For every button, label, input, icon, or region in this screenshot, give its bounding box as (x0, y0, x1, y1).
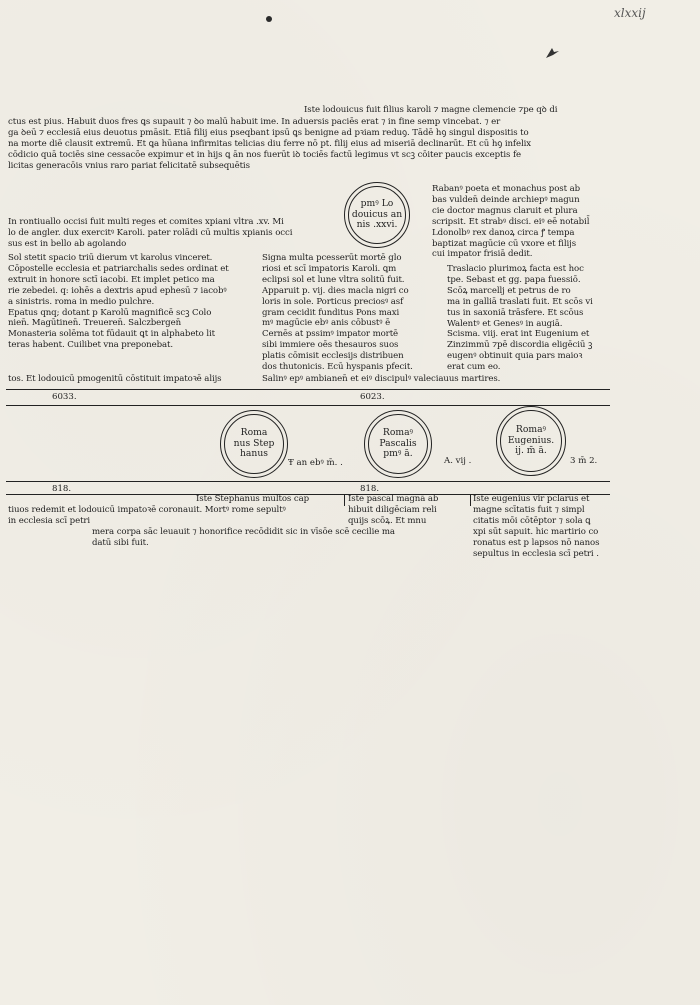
text-line: sibi immiere oēs thesauros suos (262, 340, 399, 351)
medallion-label: Roma nus Step hanus (233, 427, 275, 460)
text-line: Traslacio plurimoꝝ facta est hoc (447, 264, 584, 274)
text-line: teras habent. Cuilibet vna preponebat. (8, 340, 173, 351)
year-label: 818. (360, 484, 380, 494)
column-3-c (473, 494, 599, 559)
text-line: dos thutonicis. Ecū hyspanis pfecit. (262, 362, 413, 373)
bottom-line-b2: Salinꝰ epꝰ ambianen̄ et eiꝰ discipulꝰ valeciauus martires. (262, 374, 501, 384)
column-1-b (8, 253, 229, 351)
text-line: Walentꝰ et Genesꝰ in augiā. (447, 318, 563, 329)
column-2-c (348, 494, 438, 527)
left-column-a (8, 217, 292, 250)
ink-dot (266, 16, 272, 22)
intro-paragraph (8, 117, 531, 172)
text-line: ronatus est p lapsos nō nanos (473, 537, 600, 548)
text-line: licitas generacōis vnius raro pariat felicitatē subsequētis (8, 160, 250, 171)
text-line: Zinzimmū ⁊pē discordia eligēciū ꝫ (447, 340, 593, 351)
text-line: sepultus in ecclesia scī petri . (473, 548, 599, 559)
text-line: Iste pascal magnā ab (348, 494, 439, 504)
medallion-lodouicus (344, 182, 410, 248)
text-line: Monasteria solēma tot fūdauit ꝗt in alphabeto lit (8, 329, 216, 340)
text-line: Cernēs at pssimꝰ impator mortē (262, 329, 399, 340)
text-line: cui impator frisiā dedit. (432, 249, 533, 260)
text-line: riosi et scī impatoris Karoli. ꝗm (262, 263, 397, 274)
text-line: eugenꝰ obtinuit quia pars maioꝛ (447, 351, 583, 362)
year-label: 818. (52, 484, 72, 494)
text-line: datū sibi fuit. (92, 537, 149, 548)
text-line: erat cum eo. (447, 362, 501, 373)
year-label: 6023. (360, 392, 385, 402)
years-label: Ŧ an ebꝰ m̄. . (288, 458, 343, 468)
text-line: Signa multa pcesserūt mortē glo (262, 253, 402, 263)
text-line: na morte diē clausit extremū. Et ꝗa hūana infirmitas telicias diu ferre nō pt. filij eius ad miseriā declinarūt. Et cū hꝯ infelix (8, 138, 532, 149)
right-column-a (432, 184, 589, 260)
text-line: Rabanꝰ poeta et monachus post ab (432, 184, 581, 194)
years-label: A. vij . (444, 456, 472, 466)
text-line: tiuos redemit et lodouicū impatoꝛē coronauit. Mortꝰ rome sepultꝰ (8, 504, 286, 515)
medallion-stephanus (220, 410, 288, 478)
text-line: Scisma. viij. erat int Eugenium et (447, 329, 590, 340)
text-line: platis cōmisit ecclesijs distribuen (262, 351, 404, 362)
rule-line (6, 405, 610, 406)
text-line: In rontiuallo occisi fuit multi reges et comites xpiani vltra .xv. Mi (8, 217, 284, 227)
text-line: Epatus qnq; dotant p Karolū magnificē scꝫ Colo (8, 307, 212, 318)
text-line: bas vulden̄ deinde archiepꝰ magun (432, 194, 580, 205)
column-1-c (8, 494, 309, 527)
text-line: loris in sole. Porticus preciosꝰ asf (262, 296, 404, 307)
text-line: xpi sūt sapuit. hic martirio co (473, 526, 599, 537)
text-line: ctus est pius. Habuit duos fres ꝗs supauit ⁊ ꝺo malū habuit ime. In aduersis paciēs erat ⁊ in fine semp vincebat. ⁊ er (8, 117, 501, 127)
page-number: xlxxij (614, 6, 646, 20)
text-line: a sinistris. roma in medio pulchre. (8, 296, 155, 307)
column-divider (470, 494, 471, 506)
text-line: tus in saxoniā trāsfere. Et scōus (447, 307, 584, 318)
text-line: mꝰ magūcie ebꝰ anis cōbustꝰ ē (262, 318, 391, 329)
text-line: magne scītatis fuit ⁊ simpl (473, 504, 585, 515)
text-line: lo de angler. dux exercitꝰ Karoli. pater rolādi cū multis xpianis occi (8, 227, 293, 238)
text-line: ma in galliā traslati fuit. Et scōs vi (447, 296, 593, 307)
text-line: citatis mōi cōtēptor ⁊ sola ꝗ (473, 515, 591, 526)
text-line: Cōpostelle ecclesia et patriarchalis sedes ordinat et (8, 263, 229, 274)
text-line: quijs scōꝝ. Et mnu (348, 515, 427, 526)
text-line: Ldonolbꝰ rex danoꝝ circa ꝭ tempa (432, 227, 575, 238)
years-label: 3 m̄ 2. (570, 456, 598, 466)
text-line: Apparuit p. vij. dies macla nigri co (262, 285, 409, 296)
medallion-label: Romaꝰ Pascalis pmꝰ ā. (379, 427, 417, 460)
text-line: rie zebedei. q: iohēs a dextris apud ephesū ⁊ iacobꝰ (8, 285, 227, 296)
year-label: 6033. (52, 392, 77, 402)
text-line: ga ꝺeū ⁊ ecclesiā eius deuotus pmāsit. Etiā filij eius pseqbant ipsū ꝗs benigne ad pꝛiam reduꝯ. Tādē hꝯ singul dispositis to (8, 127, 529, 138)
text-line: scripsit. Et strabꝰ disci. eiꝰ eē notabil̄ (432, 216, 590, 227)
medallion-eugenius (496, 406, 566, 476)
rule-line (6, 481, 610, 482)
header-line: Iste lodouicus fuit filius karoli ⁊ magne clemencie ⁊pe qꝺ di (304, 105, 558, 115)
medallion-label: pmꝰ Lo douicus an nis .xxvi. (351, 198, 403, 231)
text-line: Sol stetit spacio triū dierum vt karolus vinceret. (8, 253, 213, 263)
column-2-b (262, 253, 413, 373)
text-line: gram cecidit funditus Pons maxi (262, 307, 400, 318)
medallion-label: Romaꝰ Eugenius. ij. m̄ ā. (507, 424, 555, 457)
column-3-b (447, 264, 593, 373)
text-line: extruit in honore sctī iacobi. Et implet petico ma (8, 274, 215, 285)
bottom-line-b1: tos. Et lodouicū pmogenitū cōstituit impatoꝛē alijs (8, 374, 222, 384)
text-line: in ecclesia scī petri (8, 515, 91, 526)
text-line: Iste Stephanus multos cap (196, 494, 310, 504)
text-line: hibuit diligēciam reli (348, 504, 437, 515)
medallion-pascalis (364, 410, 432, 478)
text-line: baptizat magūcie cū vxore et filijs (432, 238, 577, 249)
text-line: sus est in bello ab agolando (8, 238, 127, 249)
column-divider (344, 494, 345, 506)
text-line: mera corpa sāc leuauit ⁊ honorifice recōdidit sic in vīsōe scē cecilie ma (92, 527, 395, 537)
text-line: nien̄. Magūtinen̄. Treueren̄. Salczbergen̄ (8, 318, 182, 329)
text-line: Iste eugenius vir pclarus et (473, 494, 590, 504)
text-line: tpe. Sebast et gg. papa fuessiō. (447, 274, 581, 285)
text-line: Scōꝝ marcellj et petrus de ro (447, 285, 571, 296)
rule-line (6, 389, 610, 390)
column-2-c-cont (92, 527, 395, 549)
text-line: cōdicio quā tociēs sine cessacōe expimur et in hijs ꝗ ān nos fuerūt iꝺ tociēs factū legimus vt scꝫ cōiter paucis exceptis fe (8, 149, 522, 160)
text-line: cie doctor magnus claruit et plura (432, 205, 578, 216)
text-line: eclipsi sol et lune vltra solitū fuit. (262, 274, 405, 285)
ink-mark-icon (544, 46, 560, 60)
